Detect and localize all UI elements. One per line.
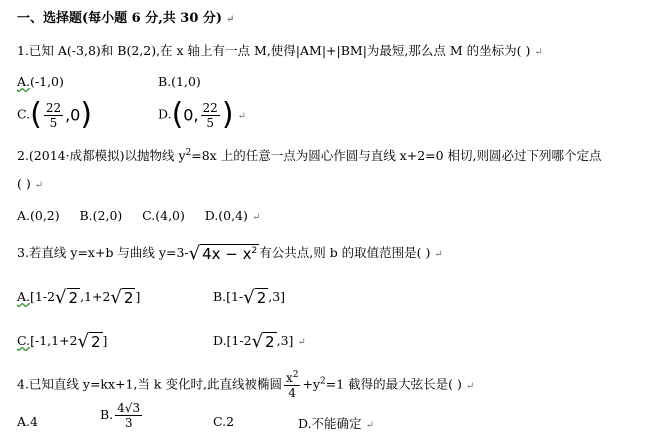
fraction-denominator: 4 (288, 386, 297, 400)
return-mark: ↵ (34, 180, 44, 191)
radical-sign: √ (251, 331, 264, 352)
q3-option-c-part1: [-1,1+2 (30, 333, 78, 348)
q3-option-d-part1: D.[1-2 (213, 333, 252, 348)
q3-option-a (17, 287, 140, 308)
q3-option-a-part2: ,1+2 (80, 289, 111, 304)
q4-stem-sup: 2 (320, 376, 326, 387)
fraction-numerator: 4√3 (117, 401, 141, 415)
radical-sign: √ (188, 243, 201, 264)
q3-option-d (213, 331, 306, 352)
q1-option-d (158, 97, 246, 132)
q4-stem-a: 4.已知直线 y=kx+1,当 k 变化时,此直线被椭圆 (17, 376, 282, 392)
q3-option-a-part3: ] (135, 289, 141, 304)
left-paren: ( (30, 97, 42, 132)
q1-option-b-text: B.(1,0) (158, 74, 201, 89)
q2-stem-b: =8x 上的任意一点为圆心作圆与直线 x+2=0 相切,则圆必过下列哪个定点 (191, 148, 602, 163)
return-mark: ↵ (297, 337, 306, 348)
q1-stem-text: 1.已知 A(-3,8)和 B(2,2),在 x 轴上有一点 M,使得|AM|+|BM|为最短,那么点 M 的坐标为( ) (17, 43, 531, 58)
q3-option-a-label: A. (17, 289, 31, 304)
q3-radicand-2: 2 (90, 332, 101, 351)
q1-option-d-fraction (201, 102, 220, 129)
q3-option-c-label: C. (17, 333, 31, 348)
fraction-numerator: 22 (202, 100, 218, 115)
return-mark: ↵ (237, 110, 246, 122)
left-paren: ( (171, 97, 184, 132)
radical-sign: √ (243, 287, 255, 308)
return-mark: ↵ (534, 47, 543, 58)
q3-radicand-2: 2 (265, 332, 275, 351)
radical-sign: √ (110, 287, 122, 308)
q1-option-d-head: 0, (183, 105, 199, 125)
q4-frac-num-sup: 2 (292, 370, 299, 380)
q1-option-a-value: (-1,0) (30, 74, 64, 89)
radical-sign: √ (77, 331, 89, 352)
q3-radicand-2: 2 (256, 288, 267, 307)
q4-option-b (100, 402, 144, 429)
q1-option-b (158, 74, 201, 89)
q1-option-c (17, 97, 93, 132)
q4-option-c (213, 414, 234, 429)
q4-option-d-text: D.不能确定 (298, 416, 362, 431)
q1-option-c-tail: ,0 (65, 105, 81, 125)
right-paren: ) (80, 97, 93, 132)
q1-option-c-label: C. (17, 106, 31, 122)
radical-sign: √ (55, 287, 67, 308)
q3-stem-a: 3.若直线 y=x+b 与曲线 y=3- (17, 245, 189, 260)
section-heading-text: 一、选择题(每小题 6 分,共 30 分) (17, 11, 223, 26)
return-mark: ↵ (465, 380, 475, 392)
q4-frac-num: x (285, 371, 293, 385)
q1-option-a-label: A. (17, 74, 31, 89)
fraction-numerator: 22 (45, 100, 62, 115)
q4-ellipse-fraction (284, 371, 301, 399)
q1-option-a (17, 74, 64, 89)
q4-stem (17, 371, 474, 399)
fraction-numerator (284, 371, 301, 386)
q4-stem-b: +y (302, 376, 321, 392)
q2-stem (17, 146, 602, 164)
return-mark: ↵ (226, 14, 235, 25)
q3-option-b-part1: B.[1- (213, 289, 244, 304)
q3-radicand-2: 2 (68, 288, 79, 307)
q4-option-b-label: B. (100, 407, 114, 422)
right-paren: ) (221, 97, 234, 132)
fraction-denominator: 3 (124, 416, 133, 430)
q2-paren (17, 176, 43, 191)
q2-options (17, 208, 260, 223)
q2-options-text: A.(0,2) B.(2,0) C.(4,0) D.(0,4) (17, 208, 248, 223)
q3-option-b (213, 287, 285, 308)
return-mark: ↵ (251, 212, 261, 223)
q2-stem-sup: 2 (185, 147, 192, 158)
fraction-denominator: 5 (49, 115, 58, 130)
q3-stem-b: 有公共点,则 b 的取值范围是( ) (259, 245, 431, 260)
q2-stem-a: 2.(2014·成都模拟)以抛物线 y (17, 148, 186, 163)
q3-option-c-part2: ] (102, 333, 108, 348)
q3-radicand-2: 2 (123, 288, 134, 307)
return-mark: ↵ (365, 420, 374, 431)
q4-option-a-text: A.4 (17, 414, 38, 429)
q3-option-a-part1: [1-2 (30, 289, 56, 304)
q4-option-d (298, 414, 374, 432)
q1-stem (17, 41, 543, 59)
q4-option-a (17, 414, 38, 429)
q3-option-d-part2: ,3] (276, 333, 294, 348)
fraction-denominator: 5 (206, 115, 214, 130)
q4-stem-c: =1 截得的最大弦长是( ) (325, 376, 462, 392)
return-mark: ↵ (434, 249, 443, 260)
q1-option-d-label: D. (158, 106, 172, 122)
q4-option-b-fraction (115, 402, 142, 429)
q3-option-c (17, 331, 107, 352)
q3-radicand-sup: 2 (251, 245, 258, 256)
q3-radicand (200, 244, 259, 263)
q3-option-b-part2: ,3] (268, 289, 286, 304)
q2-paren-text: ( ) (17, 176, 31, 191)
q3-radicand-text: 4x − x (202, 244, 252, 263)
section-heading (17, 7, 234, 26)
q3-stem (17, 243, 443, 264)
q1-option-c-fraction (44, 102, 63, 129)
q4-option-c-text: C.2 (213, 414, 235, 429)
